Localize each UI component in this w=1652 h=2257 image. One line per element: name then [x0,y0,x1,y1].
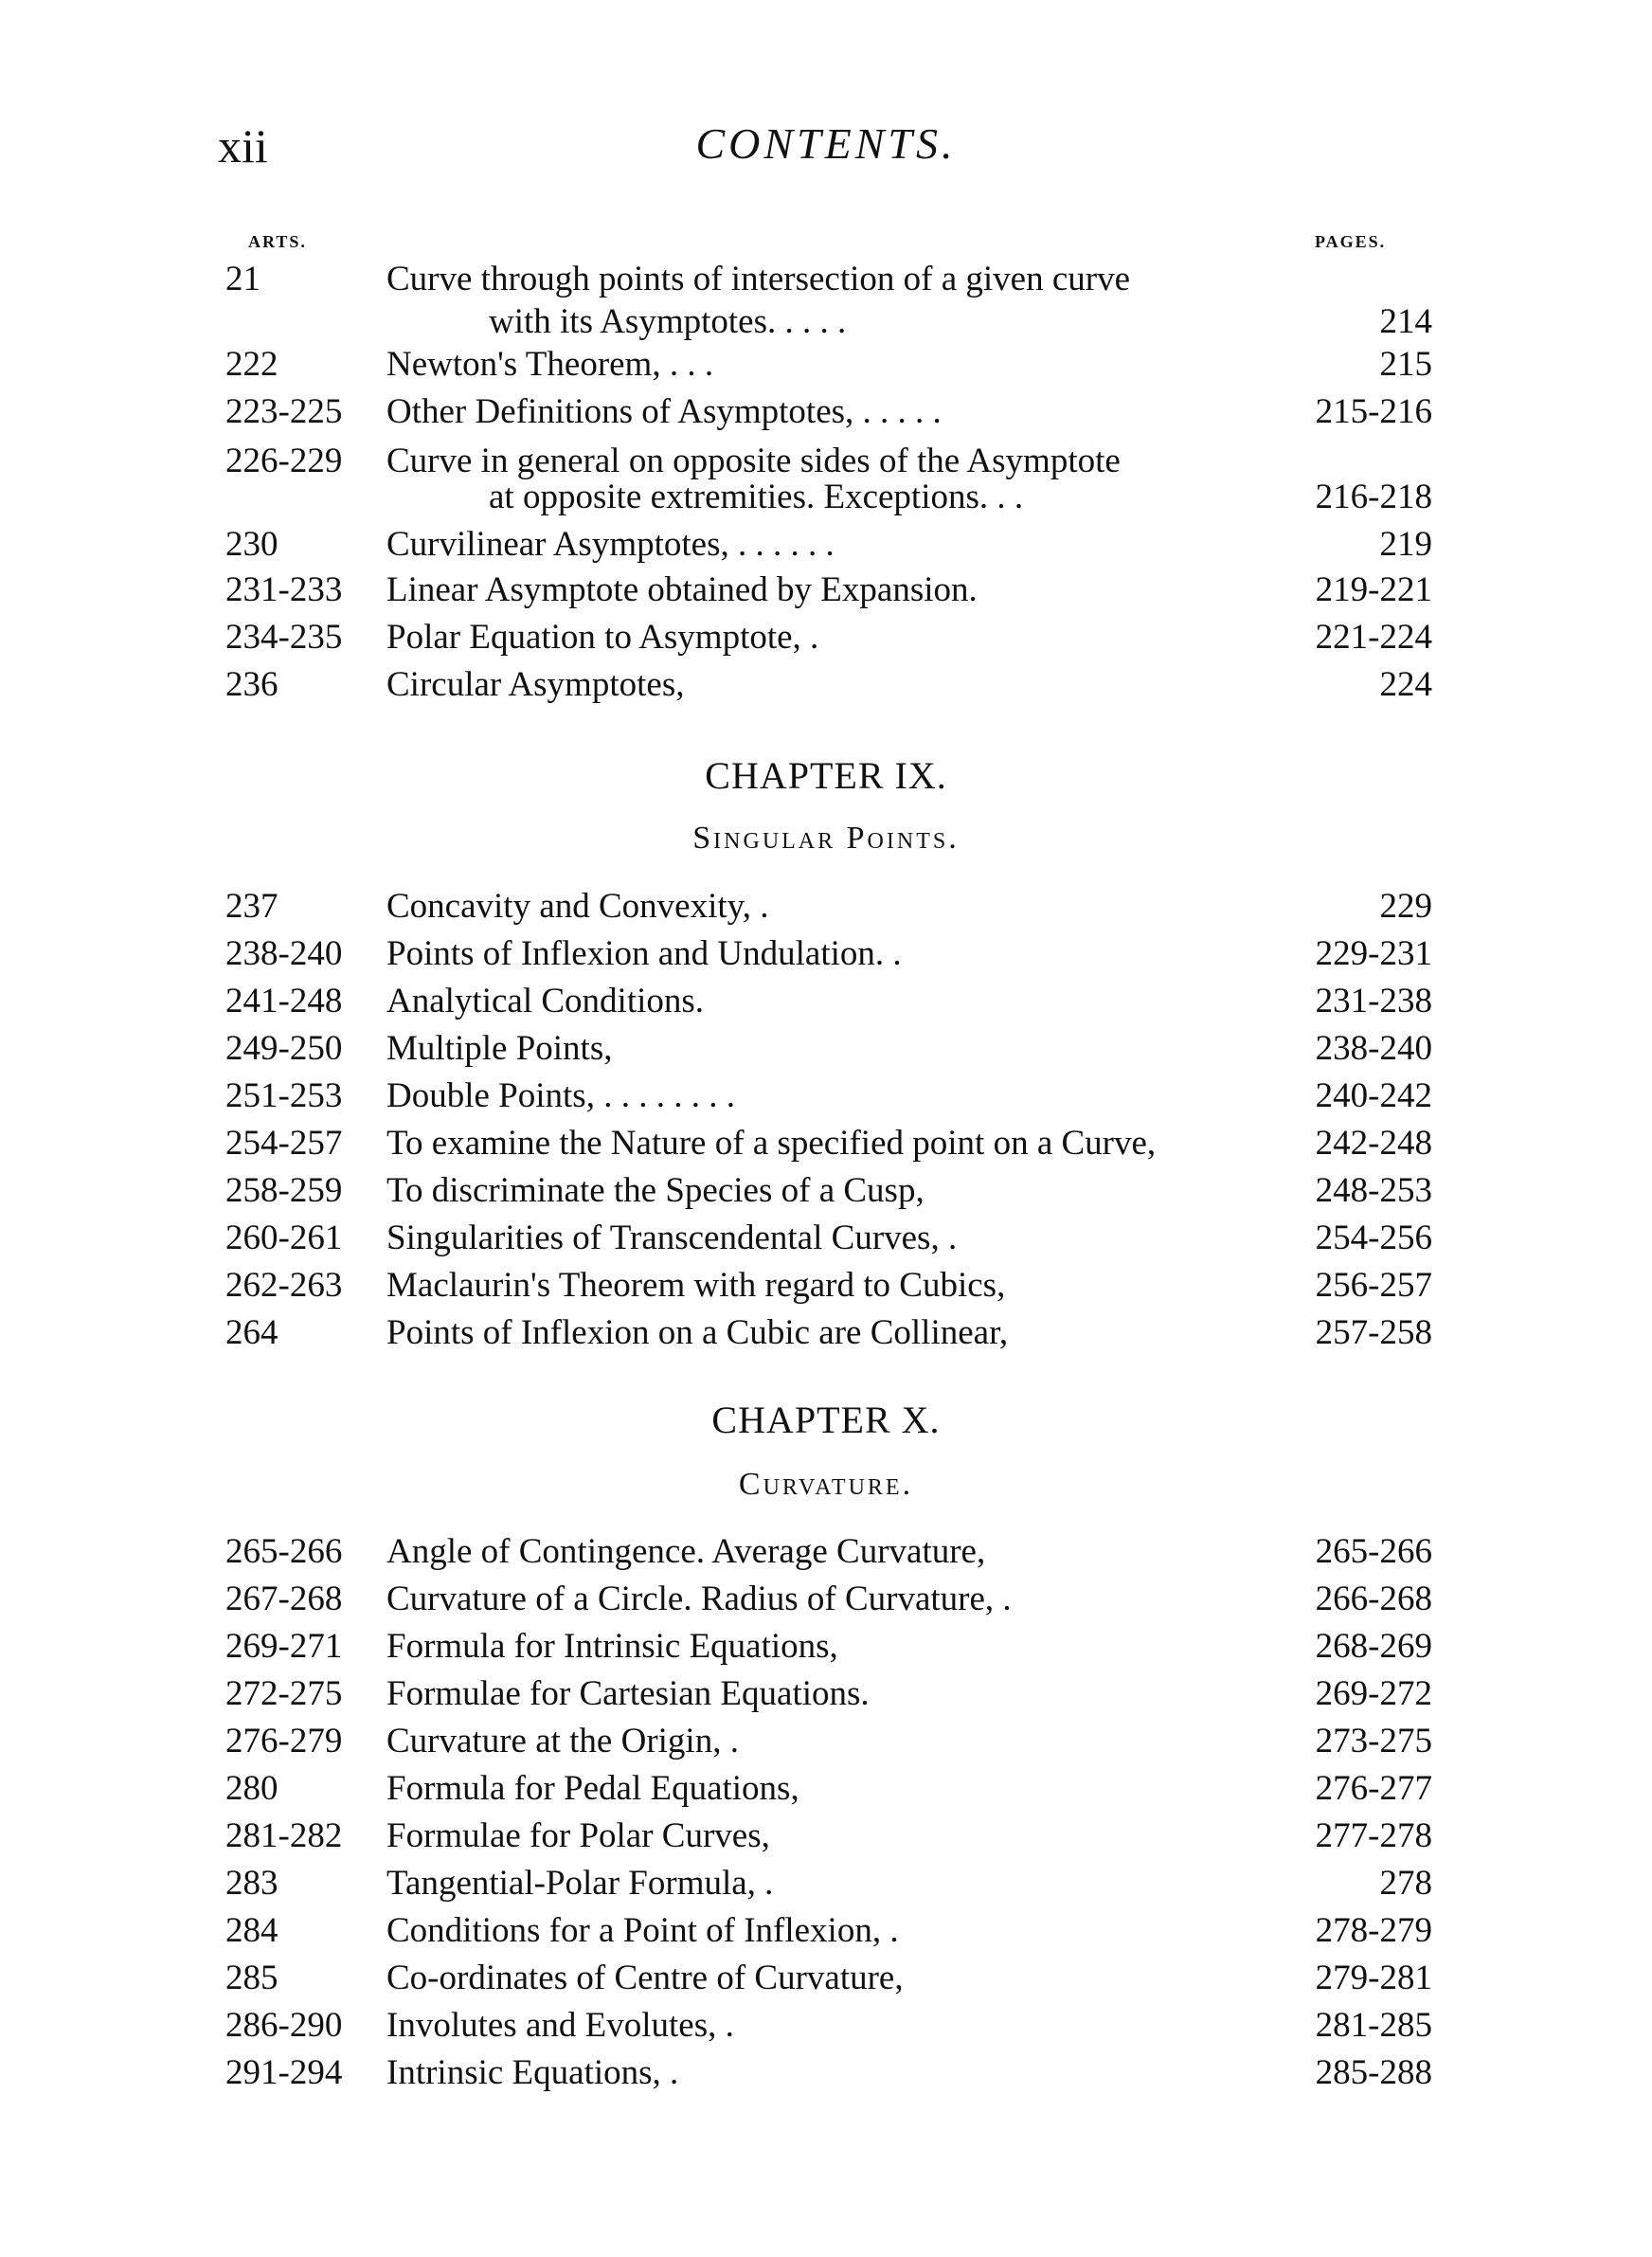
article-number: 249-250 [225,1029,343,1068]
article-number: 265-266 [225,1532,343,1571]
toc-entry [0,1907,1652,1955]
entry-title: To examine the Nature of a specified point on a Curve, [386,1124,1157,1163]
toc-entry [0,1576,1652,1623]
article-number: 262-263 [225,1266,343,1305]
toc-entry [0,1670,1652,1718]
toc-entry [0,1073,1652,1120]
article-number: 238-240 [225,934,343,973]
running-title: CONTENTS. [695,119,957,168]
page-range: 242-248 [1315,1124,1432,1163]
toc-entry [0,1765,1652,1813]
article-number: 283 [225,1864,278,1903]
article-number: 258-259 [225,1171,343,1210]
page-range: 229 [1379,887,1432,926]
entry-title: Formula for Pedal Equations, [386,1769,799,1808]
entry-title: Curvilinear Asymptotes, . . . . . . [386,525,835,564]
toc-entry [0,1528,1652,1576]
entry-title: Other Definitions of Asymptotes, . . . . . [386,392,942,431]
toc-entry [0,341,1652,388]
entry-title: Involutes and Evolutes, . [386,2006,734,2045]
article-number: 241-248 [225,982,343,1020]
article-number: 223-225 [225,392,343,431]
page-number: xii [218,119,268,172]
page-range: 254-256 [1315,1219,1432,1257]
toc-entry [0,1860,1652,1907]
page-range: 229-231 [1315,934,1432,973]
page-range: 240-242 [1315,1076,1432,1115]
entry-title: Maclaurin's Theorem with regard to Cubics, [386,1266,1006,1305]
entry-title: Intrinsic Equations, . [386,2053,679,2092]
entry-title: Polar Equation to Asymptote, . [386,618,819,657]
entry-title: Multiple Points, [386,1029,613,1068]
page-range: 276-277 [1315,1769,1432,1808]
toc-entry [0,1120,1652,1167]
page-range: 278 [1379,1864,1432,1903]
toc-entry [0,1215,1652,1262]
entry-title: Newton's Theorem, . . . [386,345,714,384]
page-range: 285-288 [1315,2053,1432,2092]
entry-title: Singularities of Transcendental Curves, . [386,1219,958,1257]
toc-entry [0,930,1652,978]
page-range: 277-278 [1315,1816,1432,1855]
article-number: 260-261 [225,1219,343,1257]
toc-entry [0,1813,1652,1860]
toc-entry [0,256,1652,303]
article-number: 269-271 [225,1627,343,1666]
entry-title: Curve in general on opposite sides of the Asymptote [386,442,1121,480]
page-range: 248-253 [1315,1171,1432,1210]
page-range: 231-238 [1315,982,1432,1020]
page-range: 279-281 [1315,1959,1432,1997]
entry-title: Circular Asymptotes, [386,665,685,704]
chapter-heading: CHAPTER IX. [705,754,947,797]
toc-entry [0,661,1652,709]
page-range: 216-218 [1315,478,1432,516]
entry-title: Formula for Intrinsic Equations, [386,1627,838,1666]
page-range: 281-285 [1315,2006,1432,2045]
page-range: 256-257 [1315,1266,1432,1305]
article-number: 237 [225,887,278,926]
page-range: 215-216 [1315,392,1432,431]
page-range: 265-266 [1315,1532,1432,1571]
article-number: 222 [225,345,278,384]
page-range: 221-224 [1315,618,1432,657]
entry-title: Formulae for Cartesian Equations. [386,1674,870,1713]
page-range: 238-240 [1315,1029,1432,1068]
entry-title: Angle of Contingence. Average Curvature, [386,1532,986,1571]
entry-title: Double Points, . . . . . . . . [386,1076,735,1115]
entry-title: Tangential-Polar Formula, . [386,1864,774,1903]
toc-entry [0,1025,1652,1073]
toc-entry [0,1955,1652,2002]
page-range: 219-221 [1315,570,1432,609]
entry-title: Linear Asymptote obtained by Expansion. [386,570,978,609]
entry-title: Points of Inflexion and Undulation. . [386,934,902,973]
page-range: 219 [1379,525,1432,564]
article-number: 234-235 [225,618,343,657]
page-range: 224 [1379,665,1432,704]
entry-title: Curvature of a Circle. Radius of Curvature, . [386,1580,1012,1618]
entry-title: Curve through points of intersection of a given curve [386,260,1131,298]
article-number: 291-294 [225,2053,343,2092]
toc-entry [0,1718,1652,1765]
toc-entry [0,1167,1652,1215]
article-number: 264 [225,1313,278,1352]
article-number: 286-290 [225,2006,343,2045]
column-header-arts: ARTS. [248,232,307,251]
entry-title: Concavity and Convexity, . [386,887,769,926]
entry-title: Co-ordinates of Centre of Curvature, [386,1959,904,1997]
chapter-subtitle: Singular Points. [692,821,960,856]
article-number: 21 [225,260,260,298]
entry-title: To discriminate the Species of a Cusp, [386,1171,925,1210]
chapter-subtitle: Curvature. [738,1467,914,1502]
article-number: 281-282 [225,1816,343,1855]
article-number: 276-279 [225,1722,343,1760]
article-number: 226-229 [225,442,343,480]
toc-entry [0,614,1652,661]
toc-entry-continuation [0,474,1652,521]
toc-entry [0,2049,1652,2097]
page-header [0,118,1652,175]
chapter-heading: CHAPTER X. [711,1399,941,1441]
column-header-pages: PAGES. [1315,232,1387,251]
toc-entry [0,1623,1652,1670]
article-number: 272-275 [225,1674,343,1713]
page-range: 269-272 [1315,1674,1432,1713]
page-range: 278-279 [1315,1911,1432,1950]
entry-title: Analytical Conditions. [386,982,705,1020]
entry-title: Points of Inflexion on a Cubic are Collinear, [386,1313,1009,1352]
toc-entry-continuation [0,298,1652,346]
toc-entry [0,388,1652,436]
article-number: 251-253 [225,1076,343,1115]
article-number: 280 [225,1769,278,1808]
page-range: 273-275 [1315,1722,1432,1760]
article-number: 231-233 [225,570,343,609]
entry-title-continued: with its Asymptotes. . . . . [489,302,847,341]
article-number: 285 [225,1959,278,1997]
toc-entry [0,1309,1652,1357]
toc-entry [0,1262,1652,1309]
toc-entry [0,978,1652,1025]
entry-title: Curvature at the Origin, . [386,1722,739,1760]
article-number: 284 [225,1911,278,1950]
toc-entry [0,521,1652,569]
article-number: 267-268 [225,1580,343,1618]
entry-title: Formulae for Polar Curves, [386,1816,770,1855]
article-number: 236 [225,665,278,704]
page-range: 268-269 [1315,1627,1432,1666]
page-range: 214 [1379,302,1432,341]
toc-entry [0,567,1652,614]
article-number: 254-257 [225,1124,343,1163]
toc-entry [0,2002,1652,2049]
entry-title-continued: at opposite extremities. Exceptions. . . [489,478,1024,516]
page-range: 215 [1379,345,1432,384]
article-number: 230 [225,525,278,564]
page-range: 266-268 [1315,1580,1432,1618]
page-range: 257-258 [1315,1313,1432,1352]
entry-title: Conditions for a Point of Inflexion, . [386,1911,899,1950]
toc-entry [0,883,1652,930]
